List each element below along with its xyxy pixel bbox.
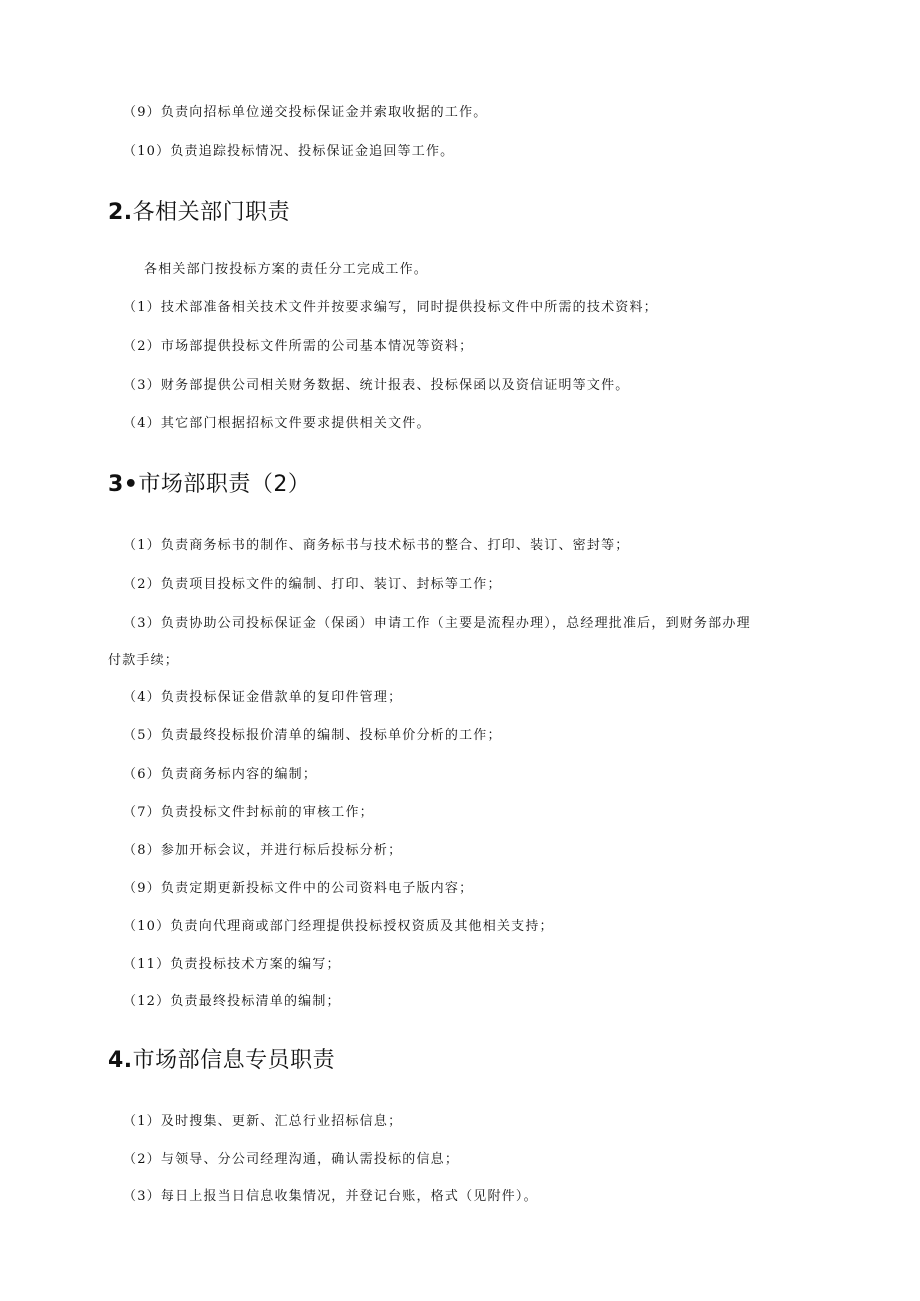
section-title: 市场部职责（2） [138, 472, 311, 497]
list-item: （1）及时搜集、更新、汇总行业招标信息； [123, 1114, 403, 1129]
list-item: （3）负责协助公司投标保证金（保函）申请工作（主要是流程办理），总经理批准后，到财务部办理 [123, 616, 751, 631]
paragraph: 各相关部门按投标方案的责任分工完成工作。 [144, 262, 429, 277]
section-heading [108, 470, 310, 500]
list-item: （1）技术部准备相关技术文件并按要求编写，同时提供投标文件中所需的技术资料； [123, 300, 658, 315]
list-item: （11）负责投标技术方案的编写； [123, 957, 341, 972]
section-number: 2. [108, 200, 133, 225]
section-title: 各相关部门职责 [132, 200, 291, 225]
list-item: （9）负责定期更新投标文件中的公司资料电子版内容； [123, 881, 474, 896]
list-item: （8）参加开标会议，并进行标后投标分析； [123, 843, 403, 858]
list-item: （1）负责商务标书的制作、商务标书与技术标书的整合、打印、装订、密封等； [123, 538, 630, 553]
list-item: （2）负责项目投标文件的编制、打印、装订、封标等工作； [123, 577, 502, 592]
list-item: （12）负责最终投标清单的编制； [123, 994, 341, 1009]
section-heading [108, 198, 290, 228]
section-heading [108, 1046, 335, 1076]
list-item: （4）其它部门根据招标文件要求提供相关文件。 [123, 416, 431, 431]
section-number: 4. [108, 1048, 133, 1073]
list-item: （10）负责向代理商或部门经理提供投标授权资质及其他相关支持； [123, 919, 554, 934]
section-title: 市场部信息专员职责 [132, 1048, 336, 1073]
list-item: （9）负责向招标单位递交投标保证金并索取收据的工作。 [123, 105, 488, 120]
list-item: （5）负责最终投标报价清单的编制、投标单价分析的工作； [123, 728, 502, 743]
section-number: 3• [108, 472, 139, 497]
list-item: （2）与领导、分公司经理沟通，确认需投标的信息； [123, 1152, 460, 1167]
list-item: （10）负责追踪投标情况、投标保证金追回等工作。 [123, 144, 455, 159]
list-item-continuation: 付款手续； [108, 653, 180, 668]
list-item: （6）负责商务标内容的编制； [123, 767, 318, 782]
list-item: （3）每日上报当日信息收集情况，并登记台账，格式（见附件）。 [123, 1189, 538, 1204]
list-item: （2）市场部提供投标文件所需的公司基本情况等资料； [123, 339, 474, 354]
list-item: （4）负责投标保证金借款单的复印件管理； [123, 690, 403, 705]
list-item: （7）负责投标文件封标前的审核工作； [123, 805, 374, 820]
list-item: （3）财务部提供公司相关财务数据、统计报表、投标保函以及资信证明等文件。 [123, 378, 630, 393]
